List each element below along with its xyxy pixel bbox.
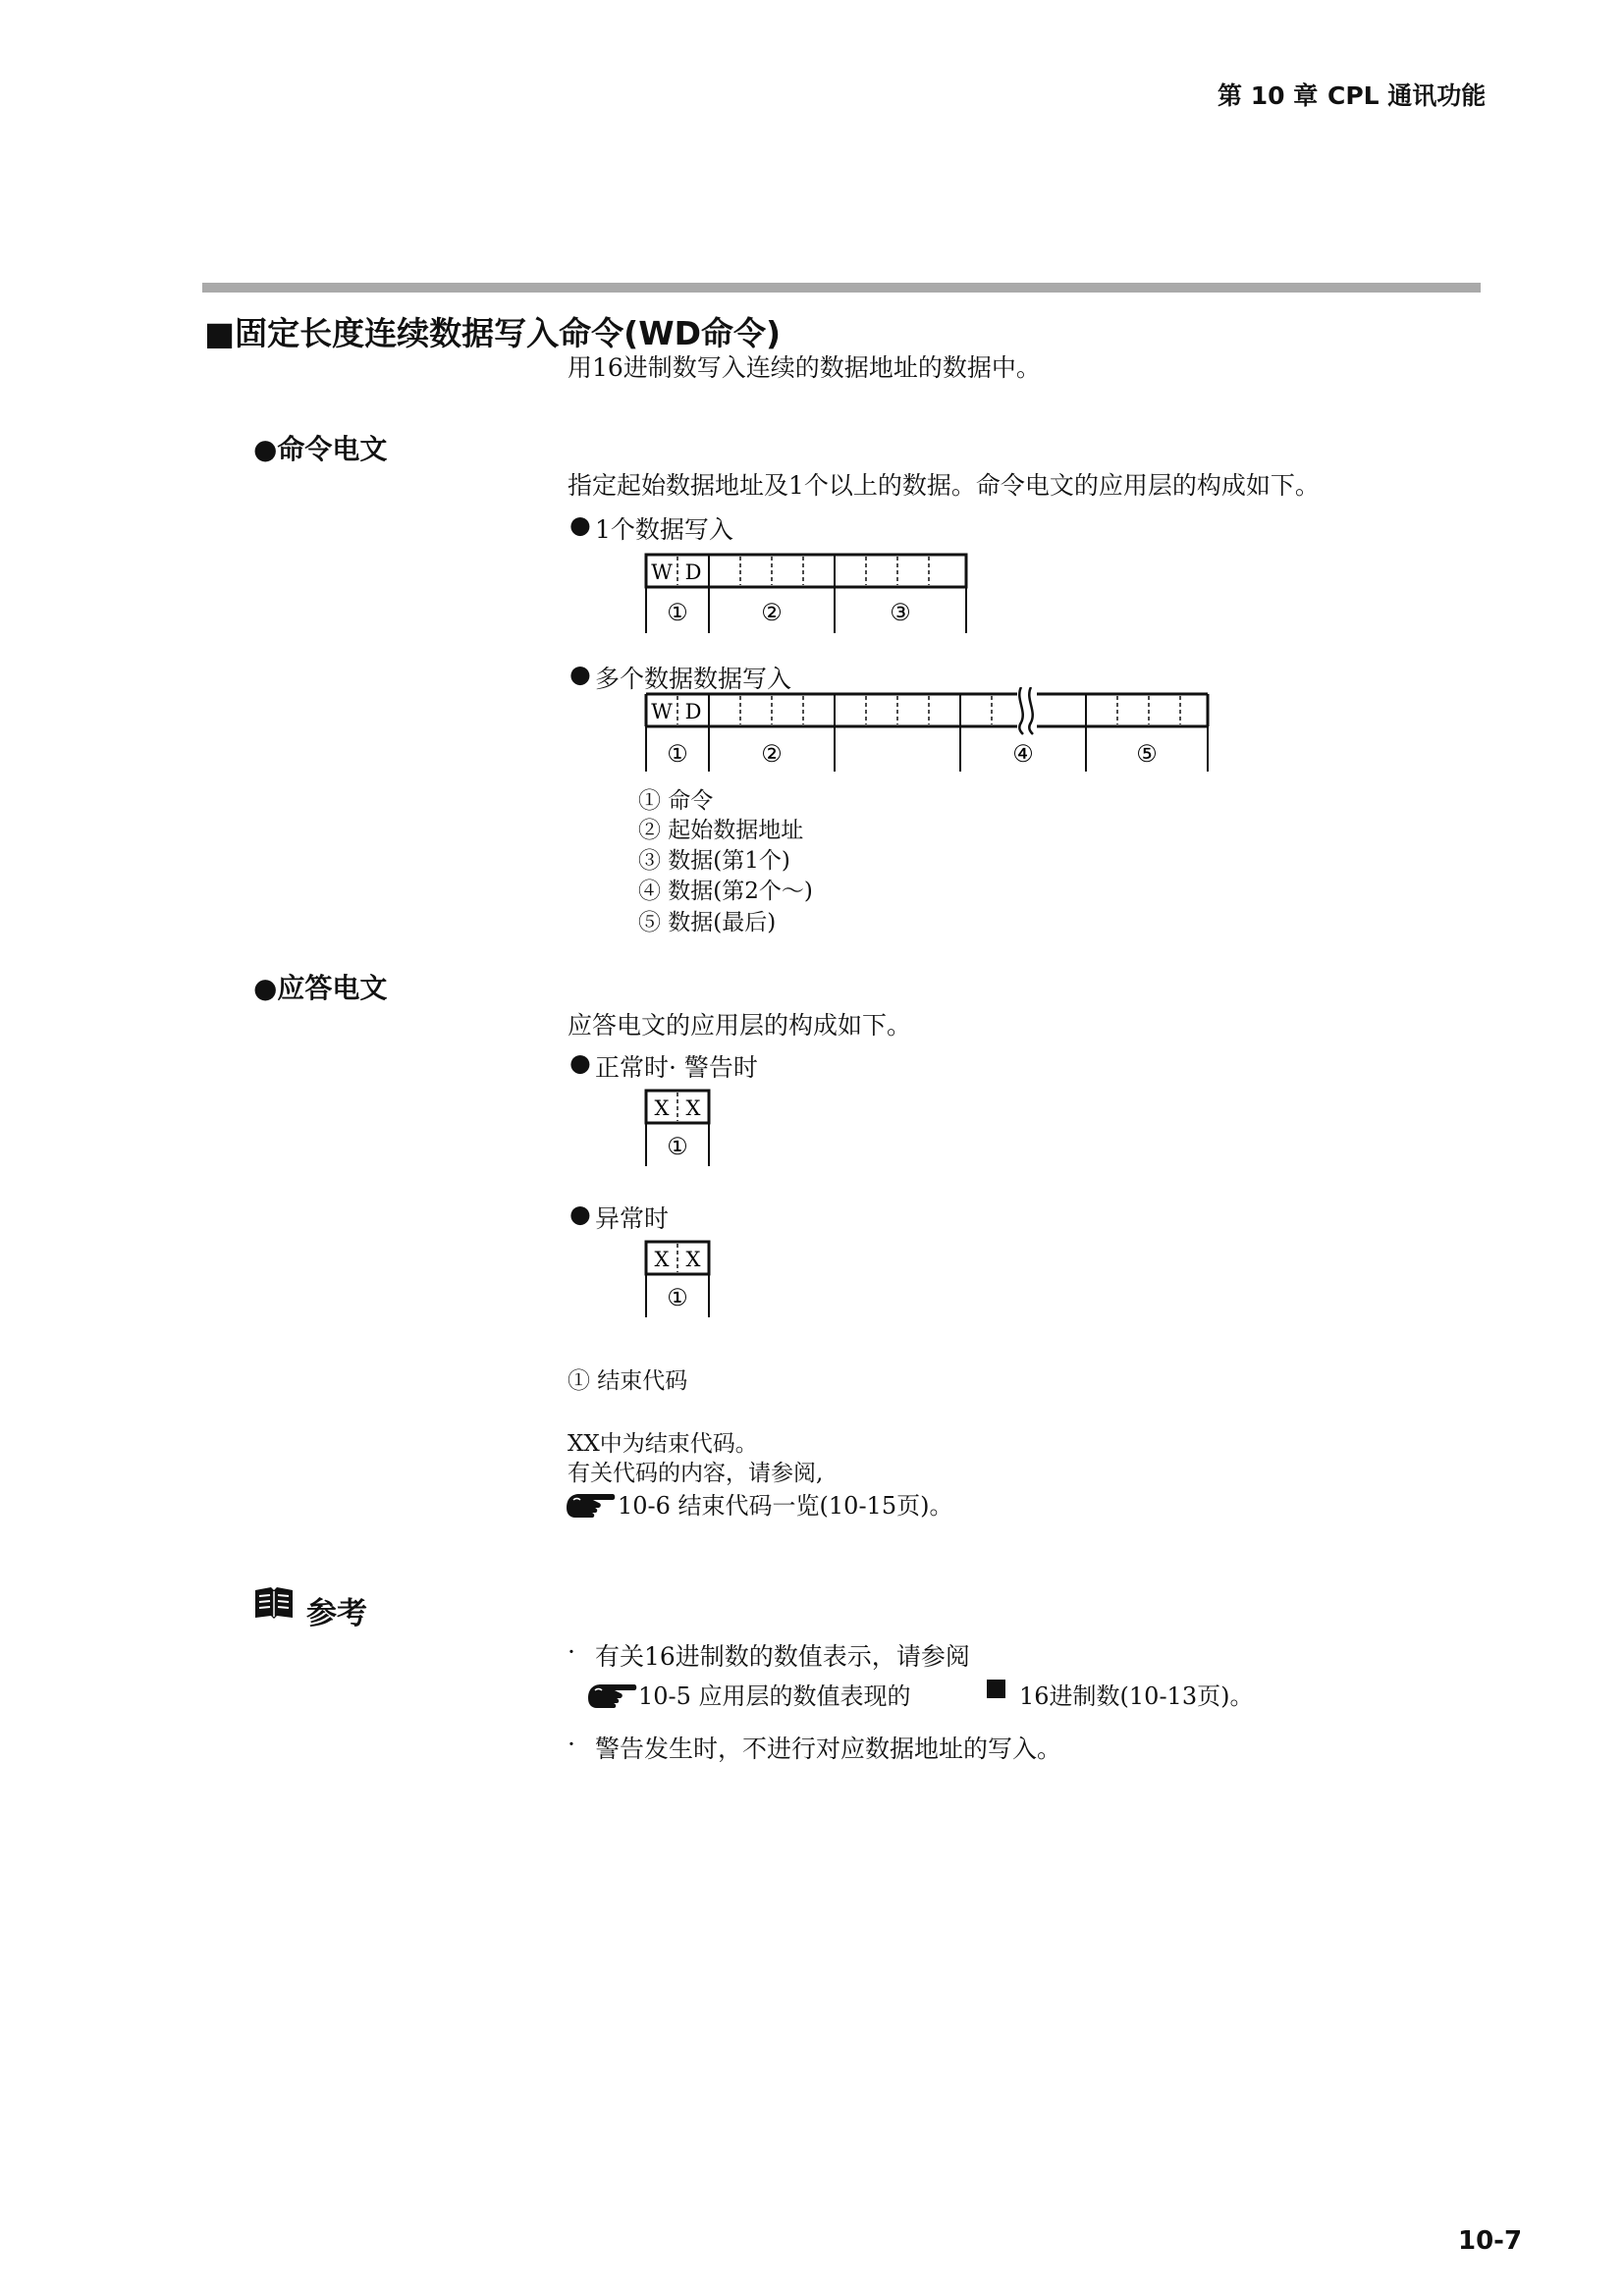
- end-code-note: XX中为结束代码。: [568, 1431, 758, 1457]
- marker-1: ①: [667, 599, 688, 626]
- frame-char-d: D: [684, 700, 702, 723]
- marker-1: ①: [667, 740, 688, 768]
- response-heading: ●应答电文: [253, 972, 388, 1004]
- command-desc: 指定起始数据地址及1个以上的数据。命令电文的应用层的构成如下。: [568, 471, 1320, 500]
- frame-char-x: X: [685, 1248, 701, 1271]
- error-response-label: 异常时: [595, 1204, 670, 1233]
- single-write-frame-diagram: [638, 550, 972, 638]
- section-title: ■固定长度连续数据写入命令(WD命令): [204, 314, 782, 352]
- response-legend: ① 结束代码: [568, 1368, 688, 1394]
- legend-item: ③ 数据(第1个): [638, 848, 790, 874]
- page-number: 10-7: [1458, 2226, 1523, 2256]
- section-rule: [202, 283, 1481, 293]
- square-bullet-icon: [987, 1680, 1005, 1698]
- legend-item: ① 命令: [638, 788, 714, 814]
- section-intro: 用16进制数写入连续的数据地址的数据中。: [568, 353, 1041, 382]
- hex-number-link[interactable]: 16进制数(10-13页)。: [1019, 1682, 1254, 1710]
- single-write-label: 1个数据写入: [595, 515, 733, 544]
- normal-response-label: 正常时· 警告时: [595, 1053, 758, 1082]
- multi-write-label: 多个数据数据写入: [595, 665, 792, 693]
- chapter-number: 第 10 章: [1218, 81, 1319, 110]
- bullet-dot: ●: [569, 660, 591, 688]
- bullet-dot: ●: [569, 510, 591, 539]
- frame-char-x: X: [654, 1096, 670, 1120]
- pointing-hand-icon: [585, 1677, 638, 1710]
- marker-2: ②: [761, 740, 783, 768]
- marker-2: ②: [761, 599, 783, 626]
- marker-1: ①: [667, 1284, 688, 1311]
- end-code-link[interactable]: 10-6 结束代码一览(10-15页)。: [618, 1492, 953, 1520]
- reference-note: 有关代码的内容，请参阅,: [568, 1461, 824, 1486]
- marker-4: ④: [1012, 740, 1034, 768]
- warning-note: 警告发生时，不进行对应数据地址的写入。: [595, 1735, 1062, 1763]
- pointing-hand-icon: [564, 1486, 617, 1520]
- frame-char-x: X: [654, 1248, 670, 1271]
- command-heading: ●命令电文: [253, 433, 388, 465]
- frame-char-w: W: [651, 561, 673, 584]
- book-icon: [253, 1585, 295, 1621]
- frame-char-w: W: [651, 700, 673, 723]
- marker-3: ③: [890, 599, 911, 626]
- legend-item: ② 起始数据地址: [638, 818, 804, 843]
- chapter-title: CPL 通讯功能: [1327, 81, 1487, 110]
- response-desc: 应答电文的应用层的构成如下。: [568, 1011, 912, 1040]
- list-bullet: ·: [568, 1637, 575, 1666]
- reference-heading: 参考: [306, 1596, 367, 1631]
- list-bullet: ·: [568, 1730, 575, 1758]
- hex-reference-text: 有关16进制数的数值表示，请参阅: [595, 1642, 970, 1671]
- legend-item: ⑤ 数据(最后): [638, 910, 777, 935]
- error-response-frame-diagram: [638, 1237, 727, 1321]
- multi-write-frame-diagram: [638, 687, 1218, 775]
- legend-item: ④ 数据(第2个～): [638, 879, 813, 904]
- frame-char-d: D: [684, 561, 702, 584]
- numeric-expression-link[interactable]: 10-5 应用层的数值表现的: [638, 1682, 911, 1710]
- break-mark: [1017, 687, 1037, 734]
- marker-1: ①: [667, 1133, 688, 1160]
- marker-5: ⑤: [1136, 740, 1158, 768]
- bullet-dot: ●: [569, 1048, 591, 1077]
- normal-response-frame-diagram: [638, 1086, 727, 1170]
- frame-char-x: X: [685, 1096, 701, 1120]
- bullet-dot: ●: [569, 1200, 591, 1228]
